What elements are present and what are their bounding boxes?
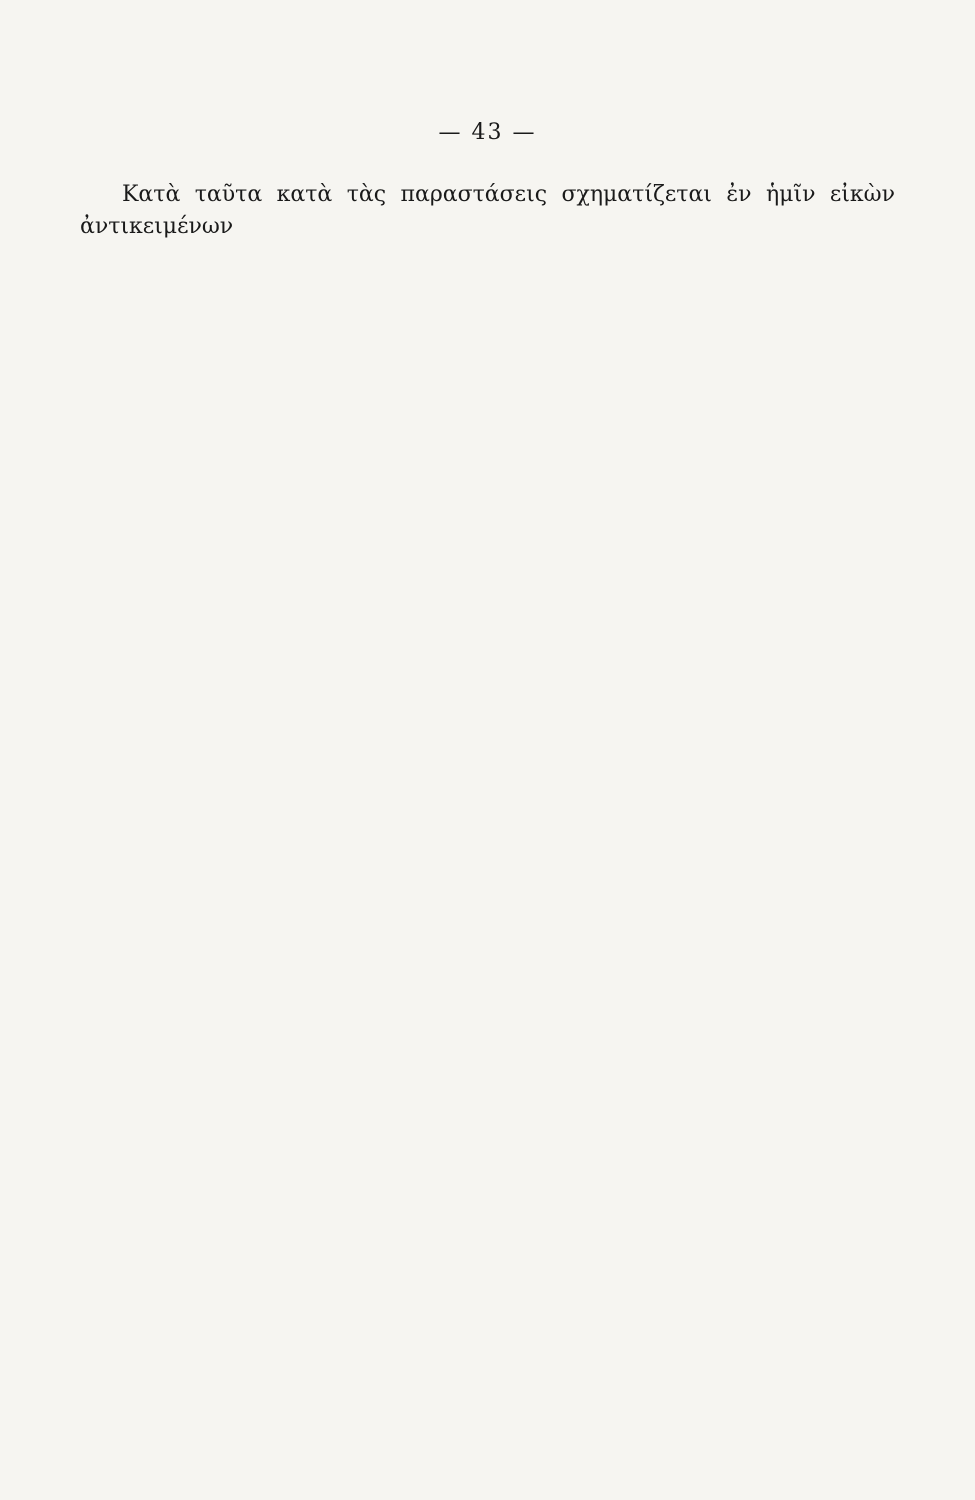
page-number: — 43 — [438,120,537,145]
body-text [80,179,895,243]
text-segment: Κατὰ ταῦτα κατὰ τὰς παραστάσεις σχηματίζεται ἐν ἡμῖν εἰκὼν ἀντικειμένων [80,182,895,239]
paragraph [80,179,895,243]
